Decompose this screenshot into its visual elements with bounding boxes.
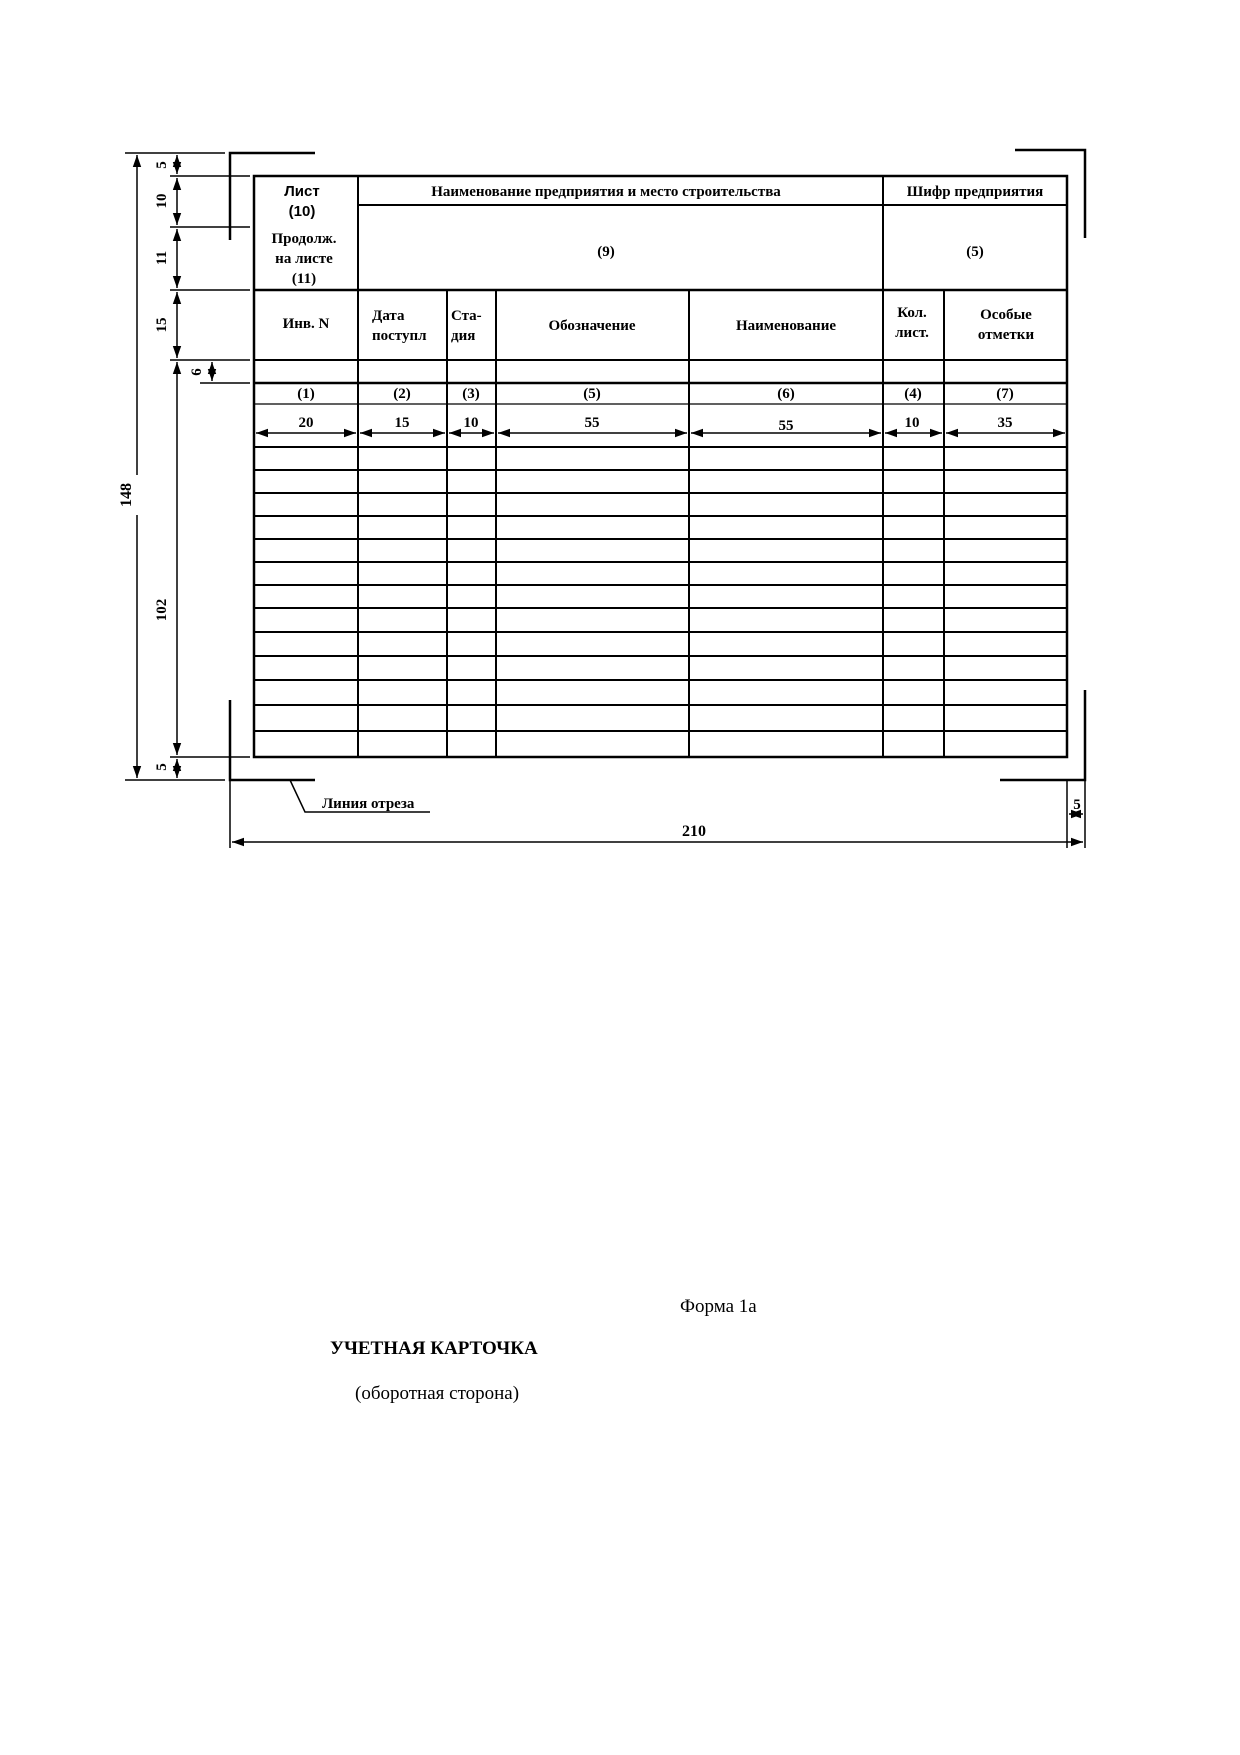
code-number: (5) [966,244,984,260]
col-width-1: 20 [298,415,314,431]
col-number-3: (3) [462,386,480,402]
dim-210: 210 [682,823,706,840]
enterprise-label: Наименование предприятия и место строительства [431,184,781,200]
col-number-1: (1) [297,386,315,402]
dim-102: 102 [154,598,170,622]
dim-5-bottom: 5 [154,763,170,771]
dim-148: 148 [118,483,135,507]
continued-number: (11) [291,271,317,287]
col-width-5: 55 [778,418,794,434]
col-date-label-2: поступл [372,328,427,344]
form-label: Форма 1а [680,1296,757,1317]
col-inv-label: Инв. N [282,316,330,332]
horizontal-dimensions [230,780,1085,848]
card-table [254,176,1067,757]
col-number-7: (7) [996,386,1014,402]
dim-10: 10 [154,193,170,209]
col-width-7: 35 [997,415,1013,431]
table-body-rows [254,470,1067,731]
col-width-2: 15 [394,415,410,431]
enterprise-number: (9) [597,244,615,260]
col-designation-label: Обозначение [548,318,636,334]
code-label: Шифр предприятия [906,184,1044,200]
dim-15: 15 [154,317,170,333]
sheet-number: (10) [288,203,316,220]
col-name-label: Наименование [736,318,836,334]
col-notes-label-2: отметки [977,327,1035,343]
continued-line-1: Продолж. [271,231,337,247]
cut-line-label: Линия отреза [322,796,415,812]
dim-6: 6 [189,368,205,376]
dim-5-right: 5 [1073,797,1081,813]
col-width-6: 10 [904,415,920,431]
dim-5-top: 5 [154,161,170,169]
vertical-dimensions [125,153,250,780]
col-number-4: (5) [583,386,601,402]
col-sheets-label-2: лист. [895,325,929,341]
col-width-4: 55 [584,415,600,431]
col-number-6: (4) [904,386,922,402]
card-title: УЧЕТНАЯ КАРТОЧКА [330,1338,538,1359]
col-number-5: (6) [777,386,795,402]
col-date-label-1: Дата [372,308,405,324]
col-number-2: (2) [393,386,411,402]
continued-line-2: на листе [275,251,333,267]
dim-11: 11 [154,250,170,266]
card-subtitle: (оборотная сторона) [355,1383,520,1404]
col-width-3: 10 [463,415,479,431]
sheet-label: Лист [284,183,320,200]
col-stage-label-2: дия [451,328,476,344]
col-stage-label-1: Ста- [451,308,482,324]
col-notes-label-1: Особые [980,307,1032,323]
col-sheets-label-1: Кол. [897,305,927,321]
